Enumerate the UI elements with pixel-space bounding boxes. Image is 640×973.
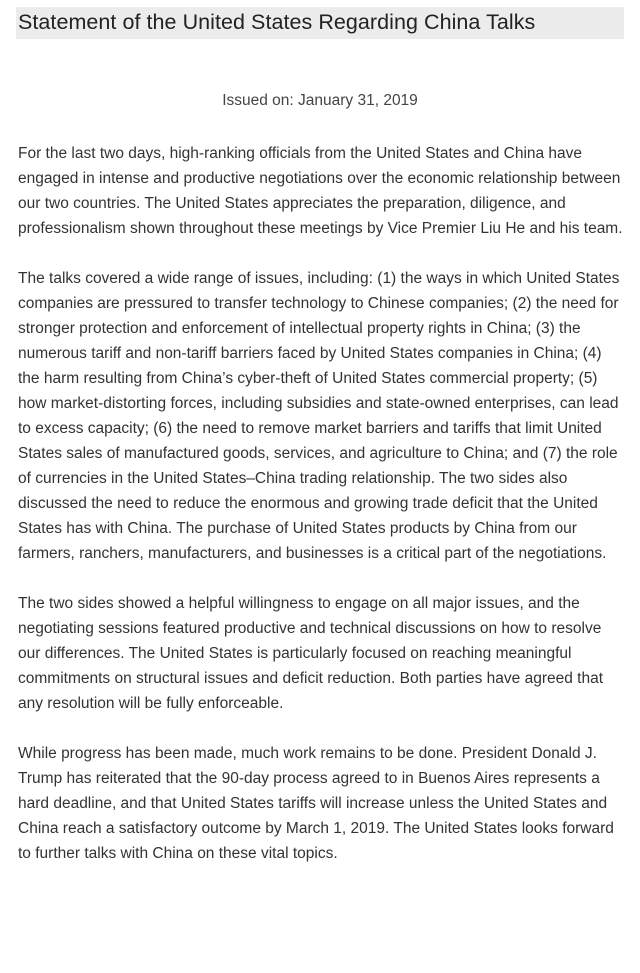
page-title: Statement of the United States Regarding China Talks <box>18 10 536 34</box>
paragraph-progress: While progress has been made, much work remains to be done. President Donald J. Trump has reiterated that the 90-day process agreed to in Buenos Aires represents a hard deadline, and that United States tariffs will increase unless the United States and China reach a satisfactory outcome by March 1, 2019. The United States looks forward to further talks with China on these vital topics. <box>18 745 614 862</box>
paragraph-willingness: The two sides showed a helpful willingness to engage on all major issues, and the negotiating sessions featured productive and technical discussions on how to resolve our differences. The United States is particularly focused on reaching meaningful commitments on structural issues and deficit reduction. Both parties have agreed that any resolution will be fully enforceable. <box>18 595 603 712</box>
issued-date: Issued on: January 31, 2019 <box>222 92 418 109</box>
paragraph-intro: For the last two days, high-ranking officials from the United States and China have engaged in intense and productive negotiations over the economic relationship between our two countries. The United States appreciates the preparation, diligence, and professionalism shown throughout these meetings by Vice Premier Liu He and his team. <box>18 145 623 237</box>
statement-body <box>18 141 624 891</box>
paragraph-issues: The talks covered a wide range of issues, including: (1) the ways in which United States companies are pressured to transfer technology to Chinese companies; (2) the need for stronger protection and enforcement of intellectual property rights in China; (3) the numerous tariff and non-tariff barriers faced by United States companies in China; (4) the harm resulting from China’s cyber-theft of United States commercial property; (5) how market-distorting forces, including subsidies and state-owned enterprises, can lead to excess capacity; (6) the need to remove market barriers and tariffs that limit United States sales of manufactured goods, services, and agriculture to China; and (7) the role of currencies in the United States–China trading relationship. The two sides also discussed the need to reduce the enormous and growing trade deficit that the United States has with China. The purchase of United States products by China from our farmers, ranchers, manufacturers, and businesses is a critical part of the negotiations. <box>18 270 620 562</box>
